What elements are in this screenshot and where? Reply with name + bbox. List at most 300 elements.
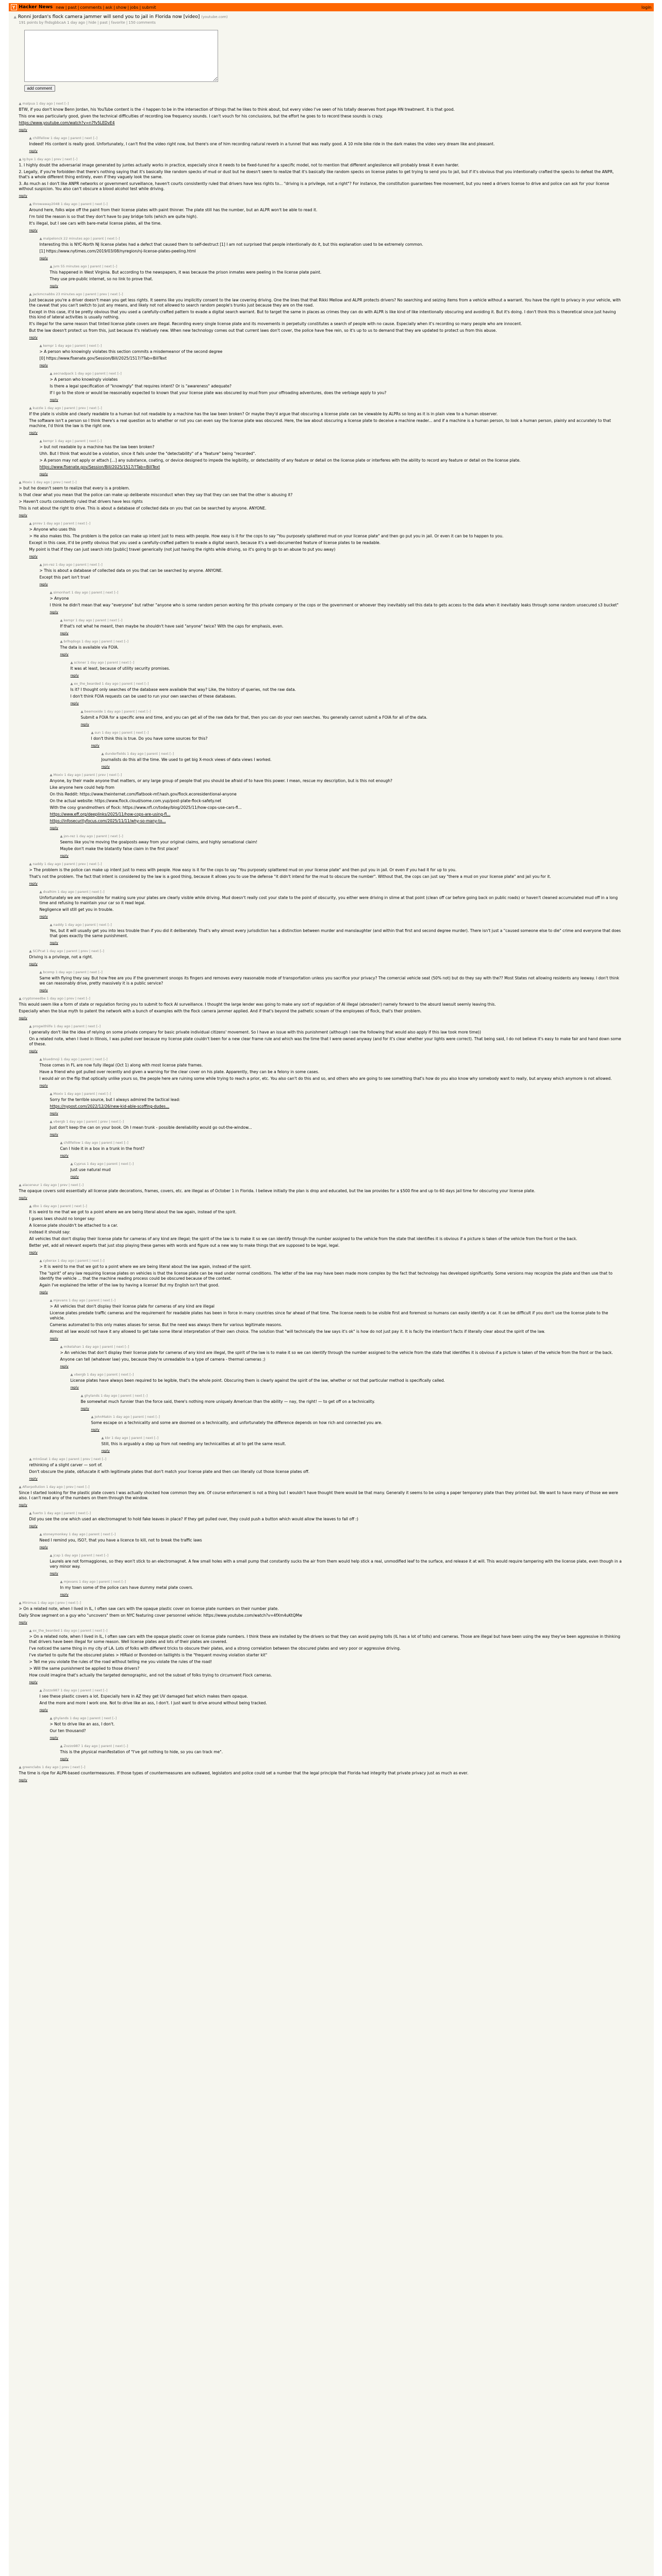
comment-meta bbox=[81, 709, 622, 714]
comment-paragraph: > but not readable by a machine has the law been broken? bbox=[39, 445, 155, 449]
reply-link[interactable]: reply bbox=[39, 914, 48, 919]
comment-paragraph: > Haven't courts consistently ruled that drivers have less rights bbox=[19, 499, 143, 504]
comment bbox=[60, 639, 622, 657]
reply-link[interactable]: reply bbox=[49, 1336, 58, 1341]
comment-paragraph: That's not the problem. The fact that intent is considered by the law is a good thing, because it allows you to use the defense "it didn't intend for the mud to obscure the number". Without that, the cops can just say "there a mud on your license plate" and jail you for it. bbox=[29, 874, 551, 879]
upvote-icon[interactable]: ▲ bbox=[60, 834, 63, 838]
upvote-icon[interactable]: ▲ bbox=[39, 236, 42, 241]
nav-link-ask[interactable]: ask bbox=[105, 5, 113, 10]
upvote-icon[interactable]: ▲ bbox=[39, 1057, 42, 1061]
reply-link[interactable]: reply bbox=[29, 228, 38, 232]
comment-author-time[interactable]: kuzzle 1 day ago | parent | prev | next [–] bbox=[32, 406, 102, 410]
comment-author-time[interactable]: chillfellow 1 day ago | parent | next [–] bbox=[32, 136, 97, 140]
comment-author-time[interactable]: kempr 1 day ago | parent | next [–] bbox=[63, 618, 123, 622]
login-link[interactable]: login bbox=[641, 5, 652, 10]
comment-paragraph: Except this part isn't true! bbox=[39, 575, 90, 580]
reply-link[interactable]: reply bbox=[29, 1524, 38, 1528]
comment bbox=[29, 1511, 622, 1529]
upvote-icon[interactable]: ▲ bbox=[29, 292, 32, 296]
reply-link[interactable]: reply bbox=[91, 1428, 100, 1432]
upvote-icon[interactable]: ▲ bbox=[39, 439, 42, 443]
comment-paragraph: All vehicles that don't display their license plate for cameras of any kind are illegal; the spirit of the law is to make it so we can identify through the number assigned to the vehicle from the state that identifies it is obvious if a picture is taken of the vehicle from the front or the back. bbox=[29, 1236, 577, 1241]
upvote-icon[interactable]: ▲ bbox=[29, 1629, 32, 1633]
comment-meta bbox=[29, 406, 622, 411]
reply-link[interactable]: reply bbox=[60, 1154, 69, 1158]
reply-link[interactable]: reply bbox=[29, 962, 38, 966]
comment-paragraph: But the law doesn't protect us from this, just because it's relatively new. When new technology comes out that current laws don't cover, the police have free rein, so it's up to us to demand that they are updated to protect us from this abuse. bbox=[29, 328, 497, 333]
comment-meta bbox=[60, 1580, 622, 1584]
comment-textarea[interactable] bbox=[24, 30, 218, 82]
upvote-icon[interactable]: ▲ bbox=[91, 731, 94, 735]
comment-tree bbox=[9, 101, 654, 1783]
nav-links bbox=[56, 5, 156, 10]
comment-paragraph: License plates have always been required to be legible, that's the whole point. Obscuring them is clearly against the spirit of the law, whether or not that particular method is specifically called. bbox=[70, 1378, 445, 1383]
reply-link[interactable]: reply bbox=[29, 335, 38, 340]
comment-paragraph: Except in this case, it'd be pretty obvious that you used a carefully-crafted pattern to evade a digital search warrant. But to target the same in places as crimes they can do with ALPR is like kind of like intentionally obscuring and avoiding it. But it's doing. I don't think this is theoretical since just having this kind of lateral activities is usually nothing. bbox=[29, 310, 616, 319]
upvote-icon[interactable]: ▲ bbox=[29, 521, 32, 526]
reply-link[interactable]: reply bbox=[49, 1132, 58, 1137]
comment bbox=[71, 660, 622, 678]
upvote-icon[interactable]: ▲ bbox=[19, 1485, 22, 1489]
comment bbox=[29, 521, 622, 559]
comment bbox=[19, 996, 622, 1021]
comment-paragraph: > A person who knowingly violates bbox=[49, 377, 118, 382]
comment-author-time[interactable]: Zozzo987 1 day ago | parent | next [–] bbox=[63, 1744, 128, 1748]
comment bbox=[40, 1259, 622, 1295]
reply-link[interactable]: reply bbox=[49, 1111, 58, 1115]
comment-body bbox=[60, 1750, 622, 1755]
upvote-icon[interactable]: ▲ bbox=[49, 923, 53, 927]
comment-author-time[interactable]: greenclabs 1 day ago | prev | next [–] bbox=[22, 1765, 86, 1769]
reply-link[interactable]: reply bbox=[19, 1620, 27, 1624]
comment bbox=[19, 157, 622, 198]
comment-author-time[interactable]: ex_the_bearded 1 day ago | parent | next [–] bbox=[32, 1629, 108, 1633]
comment bbox=[50, 590, 622, 615]
upvote-icon[interactable]: ▲ bbox=[60, 1580, 63, 1584]
reply-link[interactable]: reply bbox=[49, 1571, 58, 1575]
upvote-icon[interactable]: ▲ bbox=[80, 1394, 84, 1398]
upvote-icon[interactable]: ▲ bbox=[49, 590, 53, 595]
reply-link[interactable]: reply bbox=[19, 1503, 27, 1507]
comment-paragraph: Especially when the blue myth to patent the network with a bunch of examples with the flock camera jammer applied. And if that's beyond the pathetic scream of the employees of flock, that's their problem. bbox=[19, 1009, 422, 1013]
nav-separator: | bbox=[77, 5, 79, 10]
comment-meta bbox=[29, 521, 622, 526]
upvote-icon[interactable]: ▲ bbox=[39, 563, 42, 567]
upvote-icon[interactable]: ▲ bbox=[60, 1345, 63, 1349]
upvote-icon[interactable]: ▲ bbox=[49, 1716, 53, 1720]
upvote-icon[interactable]: ▲ bbox=[29, 1204, 32, 1208]
add-comment-button[interactable]: add comment bbox=[24, 85, 55, 92]
comment-author-time[interactable]: jcap 1 day ago | parent | next [–] bbox=[53, 1553, 109, 1557]
reply-link[interactable]: reply bbox=[49, 398, 58, 402]
reply-link[interactable]: reply bbox=[29, 149, 38, 153]
comment-paragraph: Did you see the one which used an electromagnet to hold fake leaves in place? If they get pulled over, they could push a button which would allow the leaves to fall off :) bbox=[29, 1517, 358, 1521]
reply-link[interactable]: reply bbox=[29, 1250, 38, 1255]
comment-paragraph: 1. I highly doubt the adversarial image generated by juntes actually works in practice, especially since it needs to be fixed-tuned for a specific model, not to mention that different anglesilence will probably break it even harder. bbox=[19, 163, 459, 167]
comment-paragraph: Still, this is arguably a step up from not needing any technicalities at all to get the same result. bbox=[101, 1442, 286, 1446]
reply-link[interactable]: reply bbox=[29, 1049, 38, 1053]
comment-paragraph: Don't obscure the plate, obfuscate it with legitimate plates that don't match your license plate and then can literally cut those license plates off. bbox=[29, 1469, 310, 1474]
upvote-icon[interactable]: ▲ bbox=[101, 1436, 104, 1440]
site-name[interactable]: Hacker News bbox=[19, 5, 53, 10]
comment-body bbox=[91, 1420, 622, 1426]
comment-author-time[interactable]: mjevans 1 day ago | parent | next [–] bbox=[53, 1298, 116, 1302]
comment-body bbox=[40, 895, 622, 912]
comment-body bbox=[50, 377, 622, 396]
comment bbox=[71, 1372, 622, 1390]
comment-body bbox=[29, 208, 622, 226]
reply-link[interactable]: reply bbox=[39, 1545, 48, 1549]
comment-author-time[interactable]: beemoxide 1 day ago | parent | next [–] bbox=[84, 709, 151, 714]
comment-body bbox=[40, 1538, 622, 1543]
comment-meta bbox=[29, 1457, 622, 1462]
comment-author-time[interactable]: Moxiv 1 day ago | prev | next [–] bbox=[22, 480, 77, 484]
reply-link[interactable]: reply bbox=[39, 472, 48, 476]
comment-body bbox=[60, 840, 622, 852]
upvote-icon[interactable]: ▲ bbox=[19, 996, 22, 1001]
upvote-icon[interactable]: ▲ bbox=[39, 1532, 42, 1536]
comment-meta bbox=[50, 1298, 622, 1303]
comment-author-time[interactable]: ex_the_bearded 1 day ago | parent | next [–] bbox=[74, 682, 149, 686]
upvote-icon[interactable]: ▲ bbox=[19, 1765, 22, 1769]
reply-link[interactable]: reply bbox=[49, 941, 58, 945]
reply-link[interactable]: reply bbox=[80, 722, 89, 726]
comment-paragraph[interactable]: https://nypost.com/2022/12/26/new-kid-able-scoffing-dudes... bbox=[49, 1104, 170, 1109]
upvote-icon[interactable]: ▲ bbox=[49, 1553, 53, 1557]
reply-link[interactable]: reply bbox=[19, 194, 27, 198]
comment-meta bbox=[102, 1436, 622, 1440]
comment-body bbox=[60, 1350, 622, 1362]
comment-paragraph: I'm told the reason is so that they don't have to pay bridge tolls (which are quite high). bbox=[29, 214, 198, 219]
reply-link[interactable]: reply bbox=[29, 1477, 38, 1481]
reply-link[interactable]: reply bbox=[19, 128, 27, 132]
upvote-icon[interactable]: ▲ bbox=[60, 1141, 63, 1145]
upvote-icon[interactable]: ▲ bbox=[80, 709, 84, 714]
comment-author-time[interactable]: dvalhim 1 day ago | parent | next [–] bbox=[43, 890, 105, 894]
comment-paragraph: The "spirit" of any law requiring license plates on vehicles is that the license plate can be read under normal conditions. The letter of the law may have been made more complex by the fact that technology has developed significantly. Some versions may recognize the plate and then use that to identify the vehicle ... that the machine reading process could be obscured because of the context. bbox=[39, 1271, 613, 1281]
comment-author-time[interactable]: Zozzo987 1 day ago | parent | next [–] bbox=[43, 1688, 108, 1692]
comment-author-time[interactable]: dbo 1 day ago | parent | next [–] bbox=[32, 1204, 87, 1208]
story-title-row bbox=[14, 14, 649, 20]
upvote-icon[interactable]: ▲ bbox=[13, 15, 16, 19]
upvote-icon[interactable]: ▲ bbox=[39, 1688, 42, 1692]
upvote-icon[interactable]: ▲ bbox=[49, 1298, 53, 1302]
comment-author-time[interactable]: Afterpollution 1 day ago | prev | next [–] bbox=[22, 1485, 90, 1489]
nav-link-comments[interactable]: comments bbox=[80, 5, 102, 10]
comment-author-time[interactable]: bcomp 1 day ago | parent | next [–] bbox=[43, 970, 103, 974]
comment-author-time[interactable]: jon-rez 1 day ago | parent | next [–] bbox=[43, 563, 103, 567]
comment-paragraph: Uhh. But I think that would be a violation, since it fails under the "detectability" of a "feature" being "recorded". bbox=[39, 451, 256, 456]
comment-body bbox=[29, 527, 622, 552]
comment-author-time[interactable]: bluedmoji 1 day ago | parent | next [–] bbox=[43, 1057, 108, 1061]
reply-link[interactable]: reply bbox=[101, 1449, 110, 1453]
upvote-icon[interactable]: ▲ bbox=[49, 773, 53, 777]
comment-author-time[interactable]: kempr 1 day ago | parent | next [–] bbox=[43, 439, 102, 443]
comment-paragraph: The opaque covers sold essentially all license plate decorations, frames, covers, etc. are illegal as of October 1 in Florida. I believe initially the plan is drop and educated, but the law provides for a $500 fine and up to 60 days jail time for obscuring your license plate. bbox=[19, 1189, 536, 1193]
upvote-icon[interactable]: ▲ bbox=[29, 406, 32, 410]
comment bbox=[50, 773, 622, 831]
comment-author-time[interactable]: naddy 1 day ago | parent | next [–] bbox=[53, 923, 112, 927]
reply-link[interactable]: reply bbox=[19, 513, 27, 517]
comment-body bbox=[81, 715, 622, 720]
reply-link[interactable]: reply bbox=[60, 854, 69, 858]
reply-link[interactable]: reply bbox=[49, 1736, 58, 1740]
story-domain[interactable]: (youtube.com) bbox=[201, 15, 228, 19]
comment-paragraph[interactable]: https://www.eff.org/deeplinks/2025/11/how-cops-are-using-fl... bbox=[49, 812, 171, 817]
comment-meta bbox=[19, 101, 622, 106]
comment-paragraph: Laurels are not formaggiones, so they won't stick to an electromagnet. A few small holes with a small pump that constantly sucks the air from them would help stick a real, unmodified leaf to the surface, and release it at will. This would require tampering with the license plate, even though in a very minor way. bbox=[49, 1559, 622, 1569]
nav-link-jobs[interactable]: jobs bbox=[130, 5, 139, 10]
reply-link[interactable]: reply bbox=[70, 701, 79, 705]
upvote-icon[interactable]: ▲ bbox=[49, 1092, 53, 1096]
comment-author-time[interactable]: Cyprus 1 day ago | parent | next [–] bbox=[74, 1162, 134, 1166]
comment bbox=[40, 970, 622, 993]
reply-link[interactable]: reply bbox=[29, 1680, 38, 1684]
comment bbox=[40, 563, 622, 587]
comment-meta bbox=[60, 639, 622, 644]
comment-author-time[interactable]: chillfellow 1 day ago | parent | next [–] bbox=[63, 1141, 128, 1145]
comment-body bbox=[40, 445, 622, 470]
nav-link-past[interactable]: past bbox=[68, 5, 77, 10]
nav-link-show[interactable]: show bbox=[115, 5, 127, 10]
reply-link[interactable]: reply bbox=[60, 1592, 69, 1597]
comment-author-time[interactable]: aecnadpack 1 day ago | parent | next [–] bbox=[53, 371, 122, 376]
upvote-icon[interactable]: ▲ bbox=[49, 1120, 53, 1124]
reply-link[interactable]: reply bbox=[60, 631, 69, 635]
comment-paragraph: Anyone can tell (whatever law) you, because they're unreadable to a type of camera - thermal cameras ;) bbox=[60, 1357, 266, 1362]
comment-paragraph: The software isn't a person so I think there's a real question as to whether or not you can even say the license plate was obscured. Here, the law about obscuring a license plate to deceive a machine reader... and if a machine is a human person, to look a human person, plainly and accurately to that machine, I'd think the law is the right one. bbox=[29, 418, 611, 428]
reply-link[interactable]: reply bbox=[49, 610, 58, 614]
comment bbox=[19, 480, 622, 518]
comment bbox=[19, 101, 622, 132]
comment-author-time[interactable]: ghylands 1 day ago | parent | next [–] bbox=[53, 1716, 117, 1720]
comment-body bbox=[71, 666, 622, 671]
upvote-icon[interactable]: ▲ bbox=[60, 1744, 63, 1748]
reply-link[interactable]: reply bbox=[101, 765, 110, 769]
comment-author-time[interactable]: malpelonck 22 minutes ago | parent | next [–] bbox=[43, 236, 120, 241]
upvote-icon[interactable]: ▲ bbox=[29, 202, 32, 206]
upvote-icon[interactable]: ▲ bbox=[60, 618, 63, 622]
comment-paragraph: And the more and more I work one. Not to drive like an ass, I don't. I just want to drive around without being tracked. bbox=[39, 1701, 267, 1705]
reply-link[interactable]: reply bbox=[19, 1778, 27, 1782]
comment-author-time[interactable]: jon-rez 1 day ago | parent | next [–] bbox=[63, 834, 123, 838]
comment-paragraph: Just don't keep the can on your book. Oh I mean trunk - possible dereliability would go out-the-window... bbox=[49, 1125, 252, 1130]
comment bbox=[40, 236, 622, 261]
comment-paragraph: Driving is a privilege, not a right. bbox=[29, 955, 93, 959]
reply-link[interactable]: reply bbox=[80, 1406, 89, 1411]
reply-link[interactable]: reply bbox=[49, 284, 58, 288]
comment-meta bbox=[91, 731, 622, 735]
comment bbox=[60, 1141, 622, 1158]
upvote-icon[interactable]: ▲ bbox=[19, 157, 22, 161]
comment-author-time[interactable]: naddy 1 day ago | parent | prev | next [–] bbox=[32, 862, 102, 866]
comment-author-time[interactable]: mtnGoat 1 day ago | parent | prev | next [–] bbox=[32, 1457, 106, 1461]
upvote-icon[interactable]: ▲ bbox=[60, 639, 63, 643]
comment-paragraph: Journalists do this all the time. We used to get big X-mock views of data views I worked. bbox=[101, 757, 272, 762]
upvote-icon[interactable]: ▲ bbox=[29, 1457, 32, 1461]
story-title[interactable]: Ronni Jordan's flock camera jammer will send you to jail in Florida now [video] bbox=[18, 14, 200, 20]
comment-body bbox=[50, 1559, 622, 1569]
comment-meta bbox=[19, 480, 622, 485]
comment-body bbox=[50, 1304, 622, 1334]
comment-author-time[interactable]: Moxiv 1 day ago | parent | prev | next [–] bbox=[53, 773, 122, 777]
reply-link[interactable]: reply bbox=[70, 1175, 79, 1179]
upvote-icon[interactable]: ▲ bbox=[49, 264, 53, 268]
reply-link[interactable]: reply bbox=[60, 1364, 69, 1368]
reply-link[interactable]: reply bbox=[29, 554, 38, 558]
reply-link[interactable]: reply bbox=[39, 582, 48, 586]
comment-paragraph: Same with flying they say. But how free are you if the government snoops its fingers and removes every reasonable mode of transportation unless you sacrifice your privacy? The comercial vehicle seat (50% not) but do they say with the?? Most States not allowing residents any leeway. I don't think we can reasonably drive, pretty massively it is a public service? bbox=[39, 976, 619, 986]
comment-paragraph: On this Reddit: https://www.theinternet.com/flatbook-mf.hash.gov/flock.ecoresidentional-anyone bbox=[49, 792, 237, 796]
comment-paragraph[interactable]: https://infosecurityfocus.com/2025/11/11/why-so-many-to... bbox=[49, 819, 166, 823]
upvote-icon[interactable]: ▲ bbox=[70, 1372, 73, 1377]
reply-link[interactable]: reply bbox=[39, 1083, 48, 1088]
comment bbox=[29, 136, 622, 154]
comment-author-time[interactable]: scloner 1 day ago | parent | next [–] bbox=[74, 660, 135, 665]
reply-link[interactable]: reply bbox=[39, 363, 48, 367]
comment-paragraph: Need I remind you, ISO?, that you have a licence to kill, not to break the traffic laws bbox=[39, 1538, 202, 1543]
comment-author-time[interactable]: vbergb 1 day ago | parent | next [–] bbox=[74, 1372, 134, 1377]
nav-link-new[interactable]: new bbox=[56, 5, 64, 10]
comment-author-time[interactable]: throwaway2048 1 day ago | parent | next [–] bbox=[32, 202, 108, 206]
comment-author-time[interactable]: pnrev 1 day ago | parent | next [–] bbox=[32, 521, 91, 526]
comment-author-time[interactable]: jackmcnabbs 23 minutes ago | parent | prev | next [–] bbox=[32, 292, 123, 296]
reply-link[interactable]: reply bbox=[70, 1385, 79, 1389]
comment-paragraph: > The problem is the police can make up intent just to mess with people. How easy is it for the cops to say "You purposely splattered mud on your license plate" and then put you in jail. Or even if you had it for up to you. bbox=[29, 868, 457, 872]
comment bbox=[40, 1532, 622, 1550]
comment-author-time[interactable]: brlhqdogs 1 day ago | parent | next [–] bbox=[63, 639, 129, 643]
comment-paragraph: Is that clear what you mean that the police can make up deliberate misconduct when they say that they can see that the other is abusing it? bbox=[19, 493, 293, 497]
upvote-icon[interactable]: ▲ bbox=[19, 480, 22, 484]
reply-link[interactable]: reply bbox=[29, 431, 38, 435]
comment bbox=[102, 752, 622, 769]
upvote-icon[interactable]: ▲ bbox=[39, 890, 42, 894]
reply-link[interactable]: reply bbox=[29, 882, 38, 886]
reply-link[interactable]: reply bbox=[49, 826, 58, 830]
reply-link[interactable]: reply bbox=[91, 743, 100, 748]
comment-author-time[interactable]: jvm 55 minutes ago | parent | next [–] bbox=[53, 264, 118, 268]
comment-author-time[interactable]: alaceneur 1 day ago | prev | next [–] bbox=[22, 1183, 84, 1187]
comment bbox=[60, 834, 622, 858]
comment-paragraph: I don't think this is true. Do you have some sources for this? bbox=[91, 736, 208, 741]
upvote-icon[interactable]: ▲ bbox=[29, 949, 32, 953]
reply-link[interactable]: reply bbox=[39, 1708, 48, 1712]
comment-paragraph: It is weird to me that we got to a point where we are being literal about the law again, instead of the spirit. bbox=[29, 1210, 237, 1214]
upvote-icon[interactable]: ▲ bbox=[70, 1162, 73, 1166]
comment-paragraph: BTW, if you don't know Benn Jordan, his YouTube content is the -I happen to be in the intersection of things that he likes to think about, but every video I've seen of his totally deserves front page HN treatment. It is that good. bbox=[19, 107, 455, 112]
comment-paragraph: License plates predate traffic cameras and the requirement for readable plates has been in force in many countries since far ahead of that time. The license needs to be visible first and foremost so humans can easily identify a car. It can be difficult if you don't use the license plate to the vehicle. bbox=[49, 1311, 608, 1320]
upvote-icon[interactable]: ▲ bbox=[29, 862, 32, 866]
upvote-icon[interactable]: ▲ bbox=[101, 752, 104, 756]
page-container bbox=[9, 3, 654, 2576]
reply-link[interactable]: reply bbox=[39, 256, 48, 260]
comment-author-time[interactable]: Ig:bye 1 day ago | prev | next [–] bbox=[22, 157, 78, 161]
comment-author-time[interactable]: mikelahan 1 day ago | parent | next [–] bbox=[63, 1345, 129, 1349]
comment bbox=[19, 1183, 622, 1200]
comment-author-time[interactable]: SCiPcat 1 day ago | parent | prev | next [–] bbox=[32, 949, 104, 953]
reply-link[interactable]: reply bbox=[70, 673, 79, 677]
comment-paragraph: Unfortunately we are responsible for making sure your plates are clearly visible while driving. Mud doesn't really cost your state to the point of obscurity, you either were driving in slime at that point (clean off car before going back on public roads) or haven't cleaned accumulated mud off in a long time and refusing to maintain your car so it read legal. bbox=[39, 895, 618, 905]
comment bbox=[60, 1345, 622, 1369]
comment-author-time[interactable]: cyberax 1 day ago | parent | next [–] bbox=[43, 1259, 105, 1263]
site-logo-icon[interactable]: Y bbox=[11, 4, 17, 10]
comment-author-time[interactable]: fuerto 1 day ago | parent | next [–] bbox=[32, 1511, 91, 1515]
comment-paragraph: Maybe don't make the blatantly false claim in the first place? bbox=[60, 846, 179, 851]
reply-link[interactable]: reply bbox=[19, 1196, 27, 1200]
upvote-icon[interactable]: ▲ bbox=[49, 371, 53, 376]
upvote-icon[interactable]: ▲ bbox=[29, 1511, 32, 1515]
comment-author-time[interactable]: kempr 1 day ago | parent | next [–] bbox=[43, 344, 102, 348]
comment bbox=[50, 923, 622, 945]
nav-separator: | bbox=[113, 5, 115, 10]
upvote-icon[interactable]: ▲ bbox=[19, 1183, 22, 1187]
comment-author-time[interactable]: simonhart 1 day ago | parent | next [–] bbox=[53, 590, 119, 595]
comment-author-time[interactable]: JohnMakin 1 day ago | parent | next [–] bbox=[94, 1415, 160, 1419]
upvote-icon[interactable]: ▲ bbox=[29, 136, 32, 140]
comment-author-time[interactable]: Moxiv 1 day ago | parent | next [–] bbox=[53, 1092, 111, 1096]
comment-paragraph: Is there a legal specification of "knowingly" that requires intent? Or is "awareness" adequate? bbox=[49, 384, 231, 388]
comment-body bbox=[29, 1210, 622, 1248]
reply-link[interactable]: reply bbox=[60, 652, 69, 656]
comment-body bbox=[29, 298, 622, 333]
comment-paragraph: On the actual website: https://www.flock.cloud/some.com.yup/post-plate-flock-safety.net bbox=[49, 799, 222, 803]
upvote-icon[interactable]: ▲ bbox=[29, 1024, 32, 1028]
reply-link[interactable]: reply bbox=[60, 1757, 69, 1761]
comment-author-time[interactable]: stoneymonkey 1 day ago | parent | next [–] bbox=[43, 1532, 116, 1536]
comment-meta bbox=[50, 590, 622, 595]
upvote-icon[interactable]: ▲ bbox=[39, 344, 42, 348]
comment-meta bbox=[60, 1141, 622, 1145]
reply-link[interactable]: reply bbox=[39, 1290, 48, 1294]
upvote-icon[interactable]: ▲ bbox=[39, 970, 42, 974]
comment-author-time[interactable]: sun 1 day ago | parent | next [–] bbox=[94, 731, 149, 735]
reply-link[interactable]: reply bbox=[19, 1016, 27, 1020]
upvote-icon[interactable]: ▲ bbox=[91, 1415, 94, 1419]
comment-author-time[interactable]: ghylands 1 day ago | parent | next [–] bbox=[84, 1394, 148, 1398]
comment-author-time[interactable]: progwithlife 1 day ago | parent | next [–] bbox=[32, 1024, 101, 1028]
comment-paragraph: > Anyone who uses this bbox=[29, 527, 76, 532]
upvote-icon[interactable]: ▲ bbox=[39, 1259, 42, 1263]
comment-paragraph[interactable]: https://www.flsenate.gov/Session/Bill/2025/1517/?Tab=BillText bbox=[39, 465, 160, 469]
comment-paragraph: The time is ripe for ALPR-based countermeasures. If those types of countermeasures are outlawed, legislators and police could set a number that the legal principle that Florida had integrity that private privacy just as much as ever. bbox=[19, 1771, 469, 1775]
comment-body bbox=[29, 142, 622, 147]
comment-body bbox=[19, 1490, 622, 1501]
comment-author-time[interactable]: cryptoneedbe 1 day ago | prev | next [–] bbox=[22, 996, 90, 1001]
comment-meta bbox=[19, 996, 622, 1001]
comment-paragraph[interactable]: https://www.youtube.com/watch?v=n7fv5LEDvE4 bbox=[19, 121, 115, 125]
comment-author-time[interactable]: Minimus 1 day ago | prev | next [–] bbox=[22, 1601, 81, 1605]
comment-meta bbox=[40, 236, 622, 241]
comment-author-time[interactable]: mjevans 1 day ago | parent | next [–] bbox=[63, 1580, 126, 1584]
comment bbox=[50, 1553, 622, 1576]
upvote-icon[interactable]: ▲ bbox=[19, 1601, 22, 1605]
comment-author-time[interactable]: dunderfields 1 day ago | parent | next [–] bbox=[105, 752, 174, 756]
comment-body bbox=[19, 1771, 622, 1776]
upvote-icon[interactable]: ▲ bbox=[70, 660, 73, 665]
comment-body bbox=[29, 1634, 622, 1678]
comment-author-time[interactable]: vbergb 1 day ago | parent | prev | next [–] bbox=[53, 1120, 124, 1124]
upvote-icon[interactable]: ▲ bbox=[19, 101, 22, 106]
nav-link-submit[interactable]: submit bbox=[142, 5, 156, 10]
comment-paragraph: > Anyone bbox=[49, 596, 69, 601]
comment-author-time[interactable]: kbr 1 day ago | parent | next [–] bbox=[105, 1436, 159, 1440]
comment-paragraph: If I go to the store or would be reasonably expected to known that your license plate was obscured by mud from your offroading adventures, does the verbiage apply to you? bbox=[49, 391, 387, 395]
comment-author-time[interactable]: malpua 1 day ago | next [–] bbox=[22, 101, 69, 106]
upvote-icon[interactable]: ▲ bbox=[70, 682, 73, 686]
comment-paragraph: Again I've explained the letter of the law by having a license! But my English isn't that good. bbox=[39, 1283, 220, 1287]
reply-link[interactable]: reply bbox=[39, 988, 48, 992]
comment-paragraph: Be somewhat much funnier than the force said, there's nothing more uniquely American than the ability — nay, the right! — to get off on a technicality. bbox=[80, 1399, 375, 1404]
